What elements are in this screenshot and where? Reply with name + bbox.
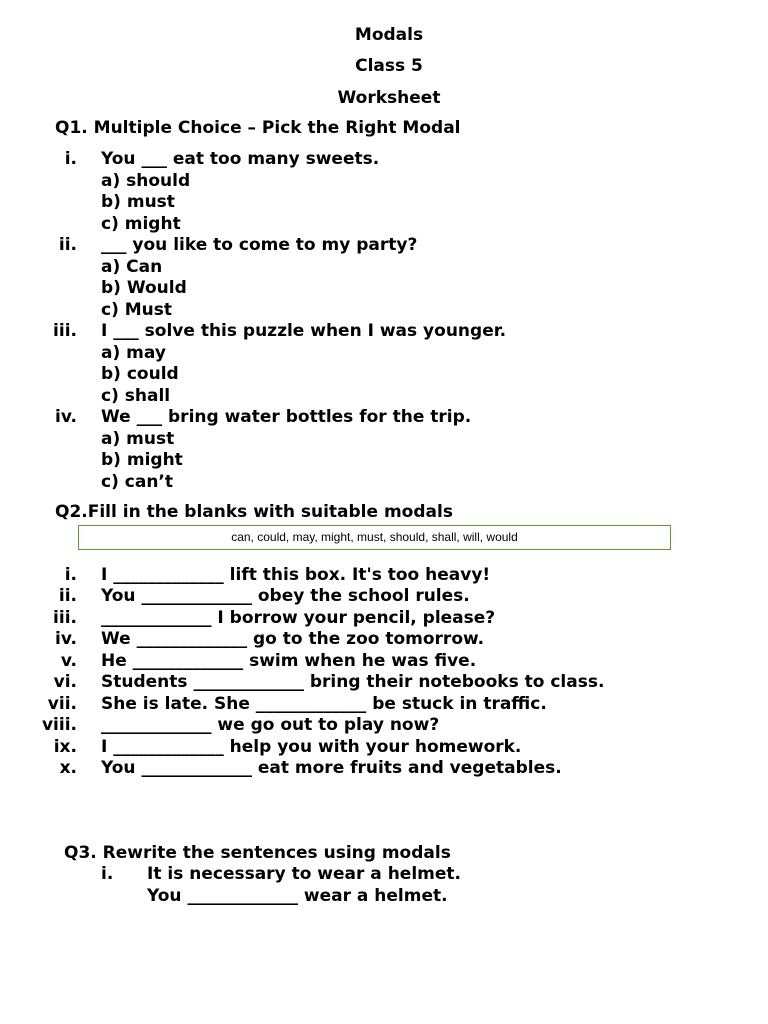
q2-sentence: Students _____________ bring their notebooks to class. bbox=[101, 672, 605, 692]
doc-type-label: Worksheet bbox=[337, 88, 441, 108]
q2-item-number: iv. bbox=[55, 629, 77, 649]
q1-option: c) might bbox=[101, 214, 181, 234]
q2-item-number: i. bbox=[64, 565, 77, 585]
q3-item-number: i. bbox=[101, 864, 114, 884]
q2-sentence: I _____________ help you with your homework. bbox=[101, 737, 522, 757]
q1-option: b) could bbox=[101, 364, 179, 384]
q1-question-text: ___ you like to come to my party? bbox=[101, 235, 418, 255]
q1-item-number: i. bbox=[64, 149, 77, 169]
q1-option: a) should bbox=[101, 171, 191, 191]
q1-question-text: You ___ eat too many sweets. bbox=[101, 149, 380, 169]
q2-item-number: iii. bbox=[53, 608, 77, 628]
q2-item-number: ix. bbox=[53, 737, 77, 757]
q2-item-number: x. bbox=[59, 758, 77, 778]
q2-sentence: He _____________ swim when he was five. bbox=[101, 651, 477, 671]
q2-item-number: v. bbox=[60, 651, 77, 671]
q1-option: a) Can bbox=[101, 257, 163, 277]
q2-sentence: We _____________ go to the zoo tomorrow. bbox=[101, 629, 485, 649]
q2-item-number: vii. bbox=[47, 694, 77, 714]
q3-heading: Q3. Rewrite the sentences using modals bbox=[64, 843, 451, 863]
q1-item-number: iii. bbox=[53, 321, 77, 341]
q2-sentence: _____________ I borrow your pencil, please? bbox=[101, 608, 496, 628]
q2-sentence: I _____________ lift this box. It's too heavy! bbox=[101, 565, 491, 585]
q2-sentence: You _____________ obey the school rules. bbox=[101, 586, 470, 606]
q1-option: c) can’t bbox=[101, 472, 174, 492]
q1-item-number: ii. bbox=[58, 235, 77, 255]
q2-heading: Q2.Fill in the blanks with suitable modals bbox=[55, 502, 453, 522]
q1-option: b) might bbox=[101, 450, 183, 470]
q1-item-number: iv. bbox=[55, 407, 77, 427]
q1-option: c) shall bbox=[101, 386, 171, 406]
q3-original-sentence: It is necessary to wear a helmet. bbox=[147, 864, 461, 884]
word-bank-box: can, could, may, might, must, should, shall, will, would bbox=[78, 525, 671, 550]
q1-option: a) may bbox=[101, 343, 166, 363]
q1-option: c) Must bbox=[101, 300, 173, 320]
q1-question-text: We ___ bring water bottles for the trip. bbox=[101, 407, 472, 427]
q1-option: a) must bbox=[101, 429, 175, 449]
q1-question-text: I ___ solve this puzzle when I was younger. bbox=[101, 321, 507, 341]
q1-option: b) Would bbox=[101, 278, 187, 298]
q2-item-number: viii. bbox=[41, 715, 77, 735]
class-label: Class 5 bbox=[355, 56, 423, 76]
q2-item-number: ii. bbox=[58, 586, 77, 606]
q3-answer-line: You _____________ wear a helmet. bbox=[147, 886, 448, 906]
q2-sentence: _____________ we go out to play now? bbox=[101, 715, 440, 735]
q1-option: b) must bbox=[101, 192, 175, 212]
q2-item-number: vi. bbox=[53, 672, 77, 692]
q1-heading: Q1. Multiple Choice – Pick the Right Modal bbox=[55, 118, 461, 138]
q2-sentence: She is late. She _____________ be stuck in traffic. bbox=[101, 694, 547, 714]
q2-sentence: You _____________ eat more fruits and vegetables. bbox=[101, 758, 562, 778]
worksheet-title: Modals bbox=[354, 25, 424, 45]
